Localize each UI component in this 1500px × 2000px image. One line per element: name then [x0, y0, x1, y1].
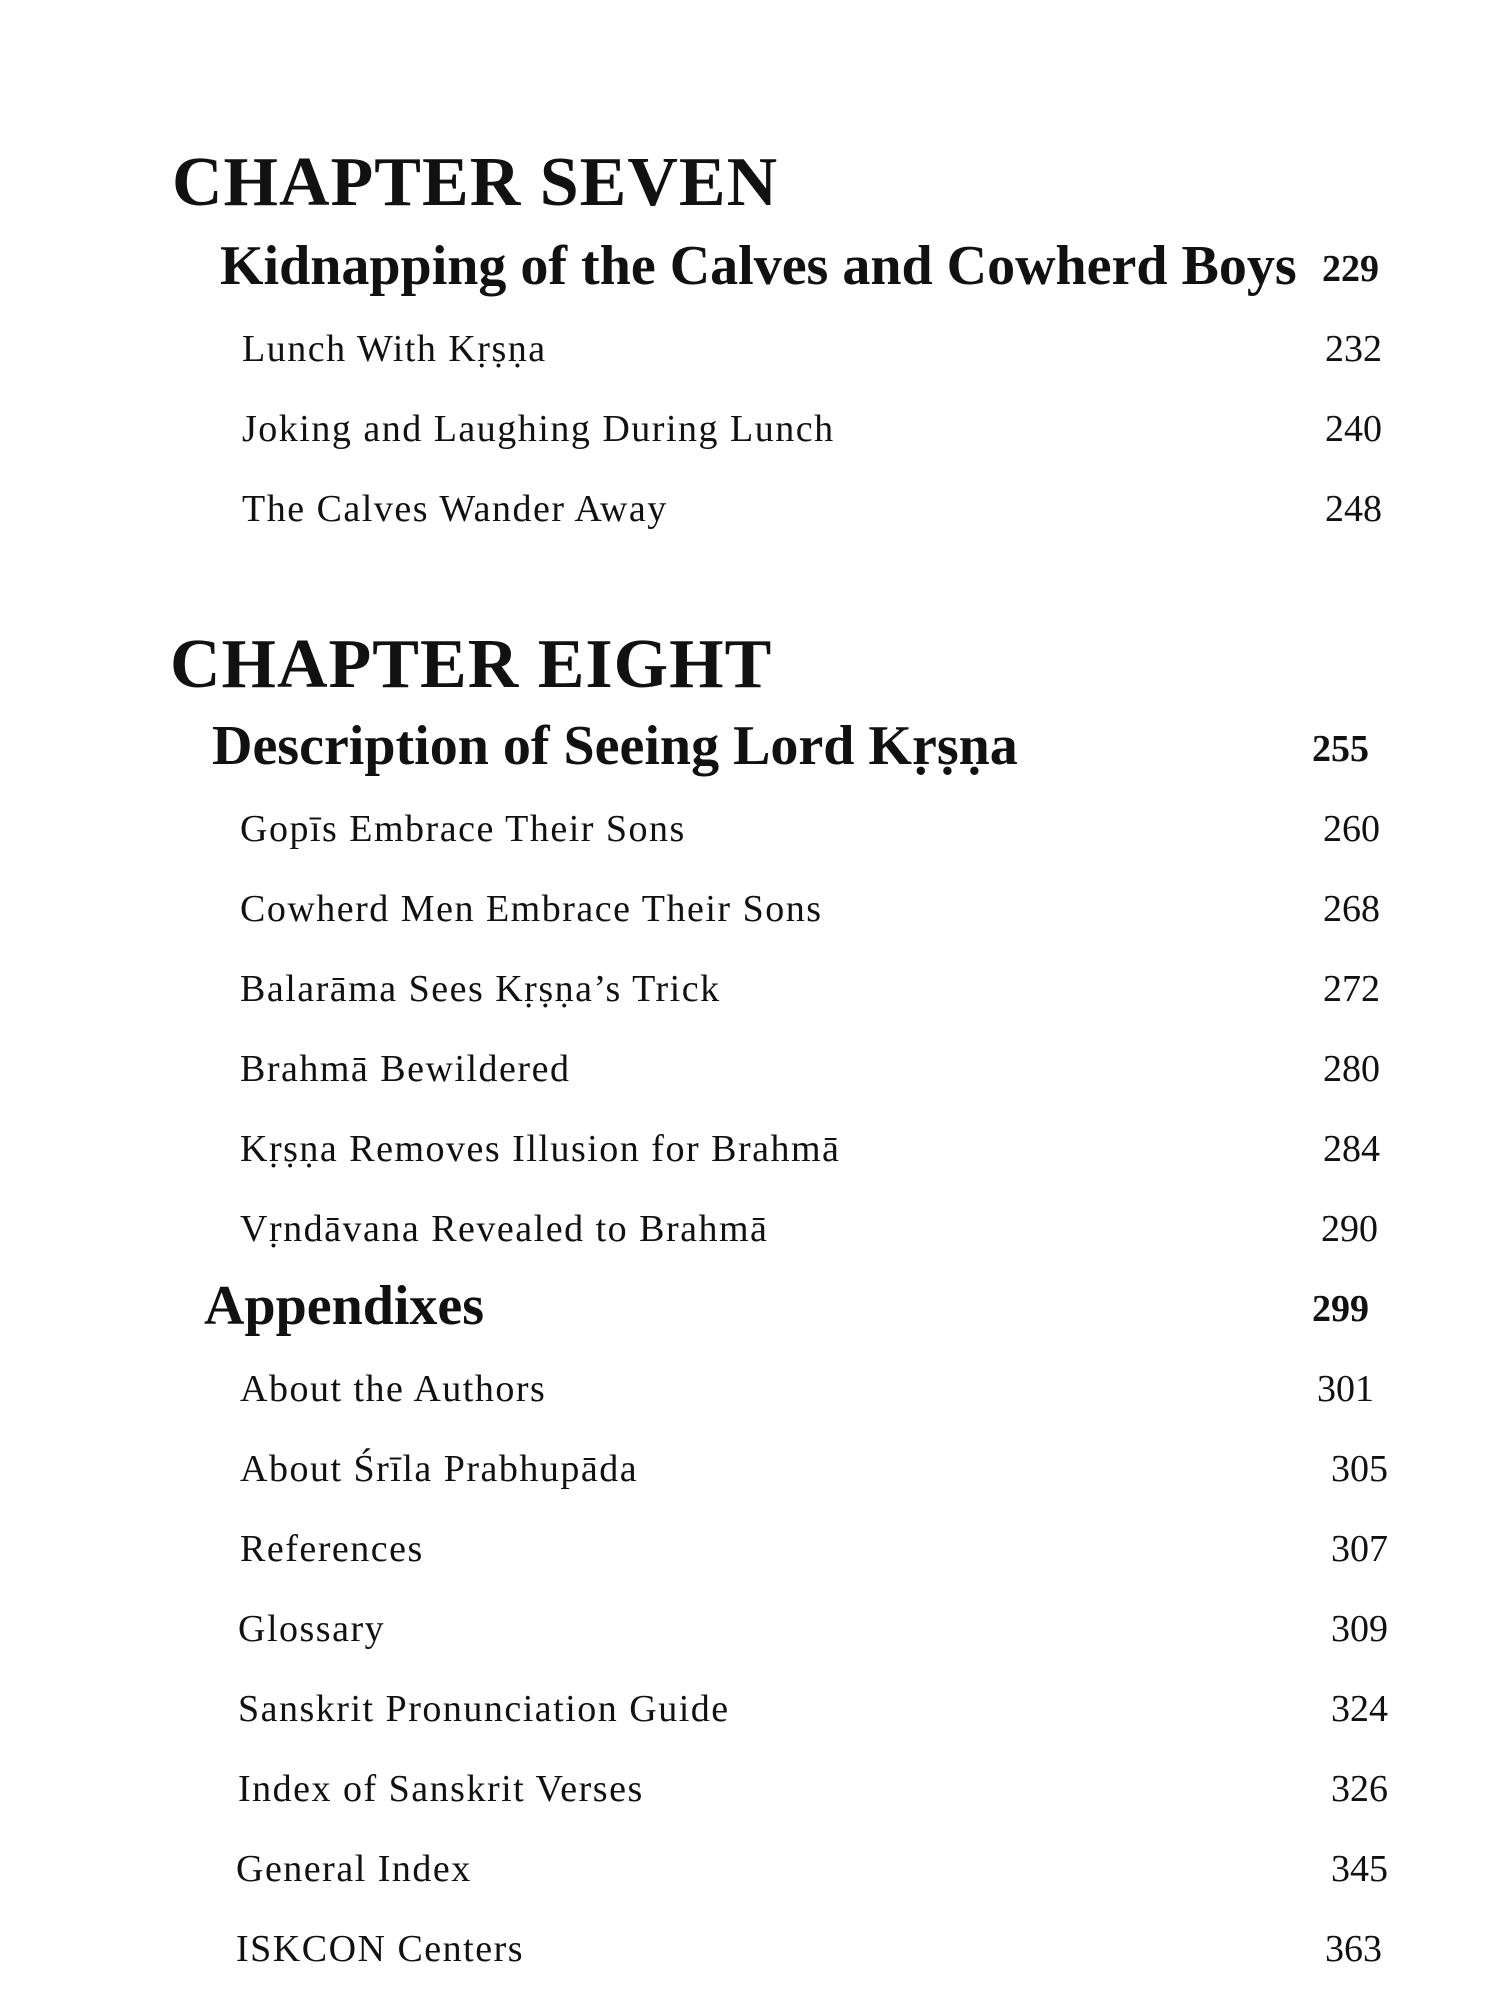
toc-page-number: 305	[1331, 1448, 1388, 1490]
toc-entry[interactable]: Lunch With Kṛṣṇa	[242, 328, 547, 370]
toc-page-number: 301	[1317, 1368, 1374, 1410]
toc-page-number: 284	[1323, 1128, 1380, 1170]
toc-entry[interactable]: General Index	[236, 1848, 472, 1890]
toc-entry[interactable]: Sanskrit Pronunciation Guide	[238, 1688, 730, 1730]
toc-page-number: 240	[1325, 408, 1382, 450]
toc-page-number: 363	[1325, 1928, 1382, 1970]
chapter-seven-label: CHAPTER SEVEN	[172, 144, 779, 221]
toc-entry[interactable]: Index of Sanskrit Verses	[238, 1768, 644, 1810]
toc-entry[interactable]: Cowherd Men Embrace Their Sons	[240, 888, 823, 930]
toc-page-number: 345	[1331, 1848, 1388, 1890]
toc-entry[interactable]: Joking and Laughing During Lunch	[242, 408, 835, 450]
toc-entry[interactable]: Gopīs Embrace Their Sons	[240, 808, 686, 850]
appendixes-title[interactable]: Appendixes	[204, 1275, 485, 1337]
toc-entry[interactable]: ISKCON Centers	[236, 1928, 525, 1970]
toc-entry[interactable]: Vṛndāvana Revealed to Brahmā	[240, 1208, 769, 1250]
toc-page-number: 272	[1323, 968, 1380, 1010]
toc-entry[interactable]: Glossary	[238, 1608, 386, 1650]
toc-entry[interactable]: Kṛṣṇa Removes Illusion for Brahmā	[240, 1128, 841, 1170]
toc-page-number: 326	[1331, 1768, 1388, 1810]
toc-page-number: 280	[1323, 1048, 1380, 1090]
toc-entry[interactable]: Balarāma Sees Kṛṣṇa’s Trick	[240, 968, 721, 1010]
toc-page-number: 268	[1323, 888, 1380, 930]
chapter-seven-page: 229	[1322, 248, 1379, 290]
toc-entry[interactable]: Brahmā Bewildered	[240, 1048, 571, 1090]
toc-entry[interactable]: About the Authors	[240, 1368, 547, 1410]
toc-page-number: 248	[1325, 488, 1382, 530]
toc-page-number: 307	[1331, 1528, 1388, 1570]
toc-entry[interactable]: References	[240, 1528, 424, 1570]
appendixes-page: 299	[1312, 1288, 1369, 1330]
chapter-eight-page: 255	[1312, 728, 1369, 770]
chapter-seven-title[interactable]: Kidnapping of the Calves and Cowherd Boys	[220, 235, 1297, 297]
toc-page-number: 309	[1331, 1608, 1388, 1650]
toc-page-number: 232	[1325, 328, 1382, 370]
toc-entry[interactable]: About Śrīla Prabhupāda	[240, 1448, 639, 1490]
chapter-eight-title[interactable]: Description of Seeing Lord Kṛṣṇa	[212, 715, 1018, 777]
chapter-eight-label: CHAPTER EIGHT	[170, 626, 773, 703]
toc-page-number: 324	[1331, 1688, 1388, 1730]
toc-page-number: 260	[1323, 808, 1380, 850]
toc-entry[interactable]: The Calves Wander Away	[242, 488, 668, 530]
toc-page-number: 290	[1321, 1208, 1378, 1250]
